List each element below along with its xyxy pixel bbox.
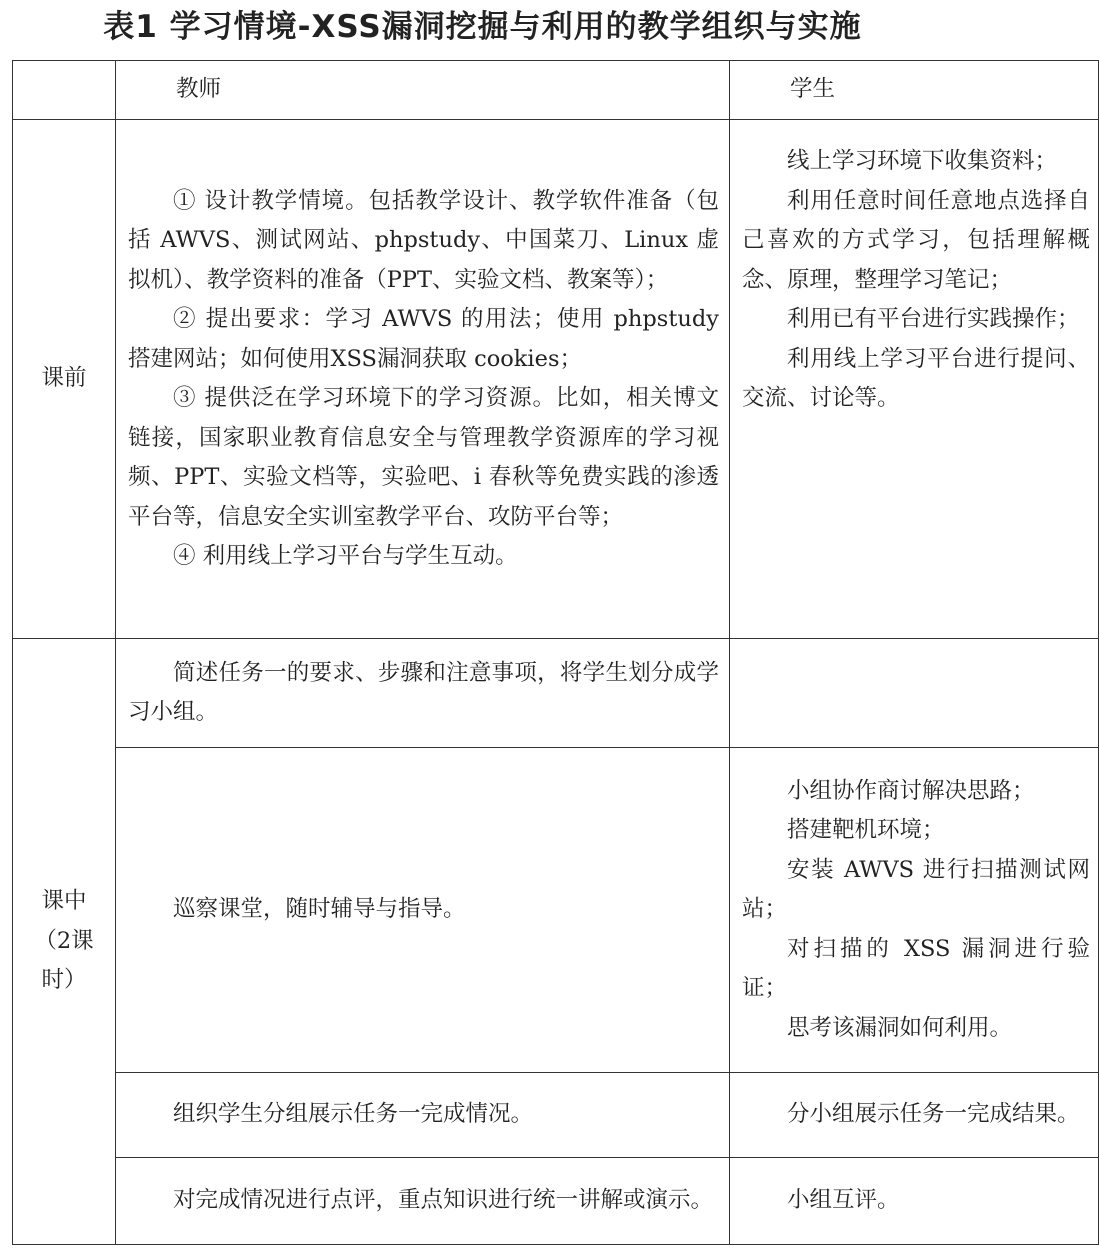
pre-student-item: 利用任意时间任意地点选择自己喜欢的方式学习，包括理解概念、原理，整理学习笔记； — [742, 187, 1090, 293]
in2-teacher-text: 巡察课堂，随时辅导与指导。 — [173, 896, 466, 923]
table-row-in-1 — [13, 639, 1099, 748]
in1-student-cell — [730, 639, 1099, 748]
stage-in-line: （2课 — [34, 927, 94, 954]
in1-teacher-text: 简述任务一的要求、步骤和注意事项，将学生划分成学习小组。 — [128, 659, 719, 725]
in4-student-cell — [730, 1158, 1099, 1245]
in3-student-cell — [730, 1073, 1099, 1158]
in2-student-cell — [730, 748, 1099, 1073]
in2-student-item: 对扫描的 XSS 漏洞进行验证； — [742, 935, 1090, 1002]
stage-in-line: 时） — [41, 967, 87, 994]
in2-student-item: 小组协作商讨解决思路； — [787, 777, 1035, 804]
in2-teacher-cell — [116, 748, 730, 1073]
in1-teacher-cell — [116, 639, 730, 748]
in3-teacher-text: 组织学生分组展示任务一完成情况。 — [173, 1101, 534, 1128]
pre-teacher-cell — [116, 120, 730, 639]
pre-student-item: 利用线上学习平台进行提问、交流、讨论等。 — [742, 345, 1090, 411]
pre-teacher-item: ① 设计教学情境。包括教学设计、教学软件准备（包括 AWVS、测试网站、phpstudy、中国菜刀、Linux 虚拟机）、教学资料的准备（PPT、实验文档、教案等）； — [128, 187, 719, 293]
stage-in — [13, 639, 116, 1245]
in3-student-text: 分小组展示任务一完成结果。 — [787, 1101, 1080, 1128]
table-title: 表1 学习情境-XSS漏洞挖掘与利用的教学组织与实施 — [103, 9, 862, 45]
table-row-in-3 — [13, 1073, 1099, 1158]
in3-teacher-cell — [116, 1073, 730, 1158]
header-stage — [13, 61, 116, 120]
pre-teacher-item: ② 提出要求：学习 AWVS 的用法；使用 phpstudy 搭建网站；如何使用XSS漏洞获取 cookies； — [128, 306, 719, 372]
pre-teacher-item: ④ 利用线上学习平台与学生互动。 — [173, 543, 518, 569]
table-header-row — [13, 61, 1099, 120]
table-row-in-4 — [13, 1158, 1099, 1245]
in2-student-item: 思考该漏洞如何利用。 — [787, 1014, 1013, 1041]
in2-student-item: 安装 AWVS 进行扫描测试网站； — [742, 856, 1090, 923]
stage-pre: 课前 — [13, 120, 116, 639]
table-row-pre — [13, 120, 1099, 639]
pre-teacher-item: ③ 提供泛在学习环境下的学习资源。比如，相关博文链接，国家职业教育信息安全与管理教学资源库的学习视频、PPT、实验文档等，实验吧、i 春秋等免费实践的渗透平台等，信息安全实训室教学平台、攻防平台等； — [128, 385, 719, 530]
in2-student-item: 搭建靶机环境； — [787, 817, 945, 844]
in4-teacher-text: 对完成情况进行点评，重点知识进行统一讲解或演示。 — [173, 1187, 714, 1214]
table-row-in-2 — [13, 748, 1099, 1073]
pre-student-item: 线上学习环境下收集资料； — [787, 148, 1058, 174]
in4-student-text: 小组互评。 — [787, 1187, 900, 1214]
header-teacher: 教师 — [116, 61, 730, 120]
stage-in-line: 课中 — [41, 888, 87, 915]
pre-student-item: 利用已有平台进行实践操作； — [787, 306, 1080, 332]
teaching-table — [12, 60, 1099, 1245]
pre-student-cell — [730, 120, 1099, 639]
in4-teacher-cell — [116, 1158, 730, 1245]
header-student: 学生 — [730, 61, 1099, 120]
